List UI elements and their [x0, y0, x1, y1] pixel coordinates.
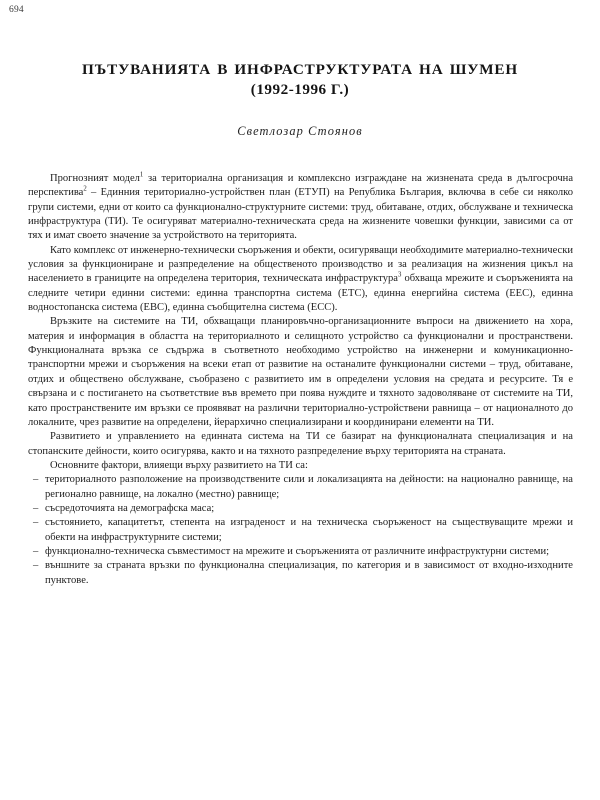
paragraph-1-part-b: за териториална организация и комплексно изграждане на жизнената среда в дългосрочна перспектива [28, 173, 574, 199]
list-bullet-dash: – [33, 545, 39, 557]
list-item [28, 559, 573, 588]
list-item-text: съсредоточията на демографска маса; [45, 502, 215, 514]
list-bullet-dash: – [33, 517, 39, 529]
list-item [28, 545, 573, 559]
page-title: ПЪТУВАНИЯТА В ИНФРАСТРУКТУРАТА НА ШУМЕН [81, 61, 519, 78]
list-item-text: състоянието, капацитетът, степента на изграденост и на техническа съоръженост на съществуващите мрежи и обекти на инфраструктурните системи; [45, 517, 573, 543]
list-bullet-dash: – [33, 502, 39, 514]
list-bullet-dash: – [33, 474, 39, 486]
list-item [28, 473, 573, 502]
page-number: 694 [9, 5, 24, 15]
paragraph-1-part-a: Прогнозният модел [50, 173, 140, 184]
footnote-marker-2[interactable]: 2 [83, 185, 87, 193]
body-text [28, 172, 573, 588]
paragraph-4: Развитието и управлението на единната система на ТИ се базират на функционалната специализация и на стопанските дейности, които осигурява, както и на тяхното разпределение върху територията на страната. [28, 431, 573, 457]
footnote-marker-3[interactable]: 3 [397, 271, 402, 279]
footnote-marker-1[interactable]: 1 [139, 171, 144, 179]
paragraph-2-part-a: Като комплекс от инженерно-технически съоръжения и обекти, осигуряващи необходимите материално-технически условия за функциониране и разпределение на общественото производство и за реализация на жизнения цикъл на населението в границите на определена територия, техническата инфраструктура [28, 244, 573, 285]
list-item-text: външните за страната връзки по функционална специализация, по категория и в зависимост от входно-изходните пунктове. [45, 560, 573, 586]
paragraph-1-part-c: – Единния териториално-устройствен план (ЕТУП) на Република България, включва в себе си няколко групи системи, едни от които са функционално-структурните системи: труд, обитаване, отдих, обслужване и техническа инфраструктура (ТИ). Те осигуряват материално-техническата среда на жизнените човешки функции, зависими са от тях и имат своето значение за устройството на територията. [28, 187, 573, 242]
paragraph-2 [28, 244, 573, 316]
list-item [28, 502, 573, 516]
list-item-text: функционално-техническа съвместимост на мрежите и съоръженията от различните инфраструктурни системи; [45, 545, 550, 557]
title-block [28, 60, 572, 100]
list-item [28, 516, 573, 545]
paragraph-2-part-b: обхваща мрежите и съоръженията на следните четири единни системи: единна транспортна система (ЕТС), единна енергийна система (ЕЕС), единна водностопанска система (ЕВС), единна съобщителна система (ЕСС). [28, 273, 573, 314]
paragraph-5: Основните фактори, влияещи върху развитието на ТИ са: [50, 459, 308, 471]
paragraph-3: Връзките на системите на ТИ, обхващащи планировъчно-организационните въпроси на движението на хора, материя и информация в областта на териториалното и селищното устройство са функционални и пространствени. Функционалната връзка се съдържа в съответното необходимо устройство на инженерни и комуникационно-транспортни мрежи и съоръжения на всеки етап от развитие на останалите функционални системи – труд, обитаване, отдих и обществено обслужване, съобразено с развитието им в определени условия на средата и ресурсите. Тя е свързана и с постигането на съответствие във времето при поява нуждите и тяхното задоволяване от системите на ТИ, като пространствените им връзки се проявяват на различни териториално-устройствени равнища – от националното до локалните, чрез развитие на определени, йерархично специализирани и координирани елементи на ТИ. [28, 316, 573, 428]
author-name: Светлозар Стоянов [237, 124, 363, 138]
list-bullet-dash: – [33, 560, 39, 572]
list-item-text: териториалното разположение на производствените сили и локализацията на дейности: на национално равнище, на регионално равнище, на локално (местно) равнище; [45, 474, 573, 500]
page-subtitle: (1992-1996 Г.) [250, 81, 350, 99]
paragraph-1 [28, 172, 573, 244]
factors-list [28, 473, 573, 588]
